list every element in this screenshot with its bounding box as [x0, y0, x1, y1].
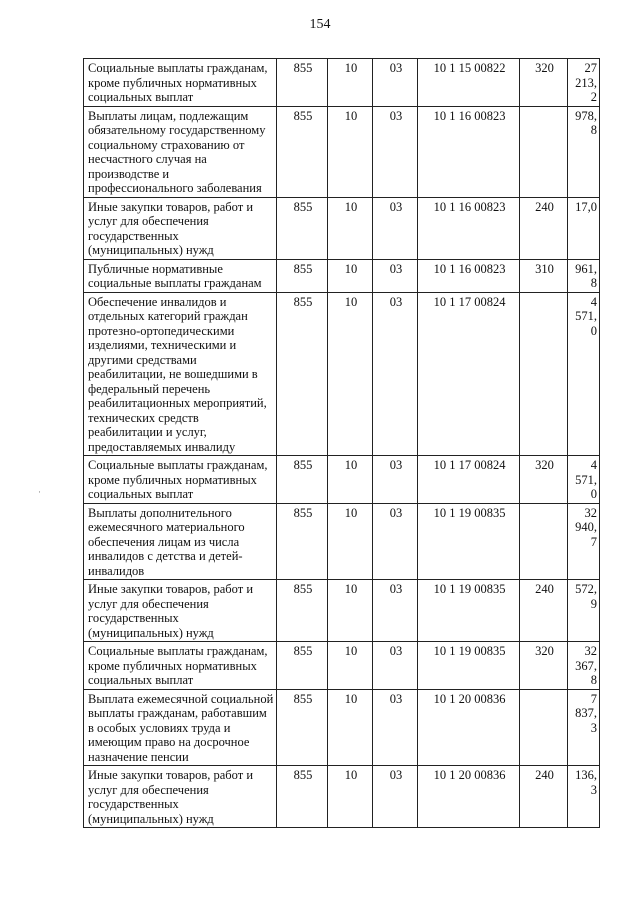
- section-code: 10: [328, 106, 373, 197]
- amount: 32 367,8: [568, 642, 600, 690]
- department-code: 855: [277, 106, 328, 197]
- subsection-code: 03: [373, 59, 418, 107]
- table-row: [84, 106, 600, 197]
- table-row: [84, 197, 600, 259]
- department-code: 855: [277, 456, 328, 504]
- amount: 572,9: [568, 580, 600, 642]
- table-row: [84, 59, 600, 107]
- expense-type-code: 240: [520, 766, 568, 828]
- item-name: Иные закупки товаров, работ и услуг для обеспечения государственных (муниципальных) нужд: [84, 766, 277, 828]
- section-code: 10: [328, 197, 373, 259]
- subsection-code: 03: [373, 106, 418, 197]
- target-article-code: 10 1 16 00823: [418, 106, 520, 197]
- section-code: 10: [328, 292, 373, 456]
- amount: 7 837,3: [568, 689, 600, 766]
- expense-type-code: 240: [520, 580, 568, 642]
- amount: 978,8: [568, 106, 600, 197]
- item-name: Выплаты дополнительного ежемесячного материального обеспечения лицам из числа инвалидов с детства и детей-инвалидов: [84, 503, 277, 580]
- target-article-code: 10 1 19 00835: [418, 580, 520, 642]
- target-article-code: 10 1 19 00835: [418, 642, 520, 690]
- department-code: 855: [277, 503, 328, 580]
- expense-type-code: 310: [520, 259, 568, 292]
- section-code: 10: [328, 766, 373, 828]
- amount: 4 571,0: [568, 456, 600, 504]
- amount: 961,8: [568, 259, 600, 292]
- department-code: 855: [277, 689, 328, 766]
- section-code: 10: [328, 259, 373, 292]
- budget-table-body: [84, 59, 600, 828]
- department-code: 855: [277, 580, 328, 642]
- department-code: 855: [277, 59, 328, 107]
- target-article-code: 10 1 16 00823: [418, 197, 520, 259]
- item-name: Обеспечение инвалидов и отдельных категорий граждан протезно-ортопедическими изделиями, техническими и другими средствами реабилитации, не вошедшими в федеральный перечень реабилитационных мероприятий, технических средств реабилитации и услуг, предоставляемых инвалиду: [84, 292, 277, 456]
- expense-type-code: [520, 689, 568, 766]
- department-code: 855: [277, 766, 328, 828]
- section-code: 10: [328, 580, 373, 642]
- amount: 27 213,2: [568, 59, 600, 107]
- expense-type-code: [520, 292, 568, 456]
- page-number: 154: [309, 17, 331, 32]
- table-row: [84, 292, 600, 456]
- table-row: [84, 259, 600, 292]
- table-row: [84, 642, 600, 690]
- amount: 136,3: [568, 766, 600, 828]
- subsection-code: 03: [373, 642, 418, 690]
- item-name: Социальные выплаты гражданам, кроме публичных нормативных социальных выплат: [84, 59, 277, 107]
- item-name: Иные закупки товаров, работ и услуг для обеспечения государственных (муниципальных) нужд: [84, 197, 277, 259]
- section-code: 10: [328, 642, 373, 690]
- subsection-code: 03: [373, 292, 418, 456]
- section-code: 10: [328, 503, 373, 580]
- expense-type-code: [520, 503, 568, 580]
- department-code: 855: [277, 292, 328, 456]
- section-code: 10: [328, 59, 373, 107]
- budget-table: [83, 58, 600, 828]
- subsection-code: 03: [373, 456, 418, 504]
- target-article-code: 10 1 17 00824: [418, 456, 520, 504]
- subsection-code: 03: [373, 503, 418, 580]
- margin-mark: ·: [38, 487, 41, 497]
- table-row: [84, 689, 600, 766]
- department-code: 855: [277, 642, 328, 690]
- subsection-code: 03: [373, 766, 418, 828]
- section-code: 10: [328, 456, 373, 504]
- amount: 32 940,7: [568, 503, 600, 580]
- table-row: [84, 580, 600, 642]
- table-row: [84, 503, 600, 580]
- target-article-code: 10 1 20 00836: [418, 766, 520, 828]
- section-code: 10: [328, 689, 373, 766]
- target-article-code: 10 1 20 00836: [418, 689, 520, 766]
- subsection-code: 03: [373, 259, 418, 292]
- target-article-code: 10 1 16 00823: [418, 259, 520, 292]
- item-name: Публичные нормативные социальные выплаты гражданам: [84, 259, 277, 292]
- item-name: Выплаты лицам, подлежащим обязательному государственному социальному страхованию от несчастного случая на производстве и профессионального заболевания: [84, 106, 277, 197]
- expense-type-code: 320: [520, 59, 568, 107]
- target-article-code: 10 1 19 00835: [418, 503, 520, 580]
- subsection-code: 03: [373, 580, 418, 642]
- expense-type-code: [520, 106, 568, 197]
- table-row: [84, 456, 600, 504]
- target-article-code: 10 1 17 00824: [418, 292, 520, 456]
- item-name: Социальные выплаты гражданам, кроме публичных нормативных социальных выплат: [84, 456, 277, 504]
- item-name: Иные закупки товаров, работ и услуг для обеспечения государственных (муниципальных) нужд: [84, 580, 277, 642]
- target-article-code: 10 1 15 00822: [418, 59, 520, 107]
- table-row: [84, 766, 600, 828]
- subsection-code: 03: [373, 689, 418, 766]
- expense-type-code: 320: [520, 456, 568, 504]
- subsection-code: 03: [373, 197, 418, 259]
- department-code: 855: [277, 259, 328, 292]
- item-name: Социальные выплаты гражданам, кроме публичных нормативных социальных выплат: [84, 642, 277, 690]
- amount: 17,0: [568, 197, 600, 259]
- expense-type-code: 320: [520, 642, 568, 690]
- department-code: 855: [277, 197, 328, 259]
- expense-type-code: 240: [520, 197, 568, 259]
- amount: 4 571,0: [568, 292, 600, 456]
- item-name: Выплата ежемесячной социальной выплаты гражданам, работавшим в особых условиях труда и имеющим право на досрочное назначение пенсии: [84, 689, 277, 766]
